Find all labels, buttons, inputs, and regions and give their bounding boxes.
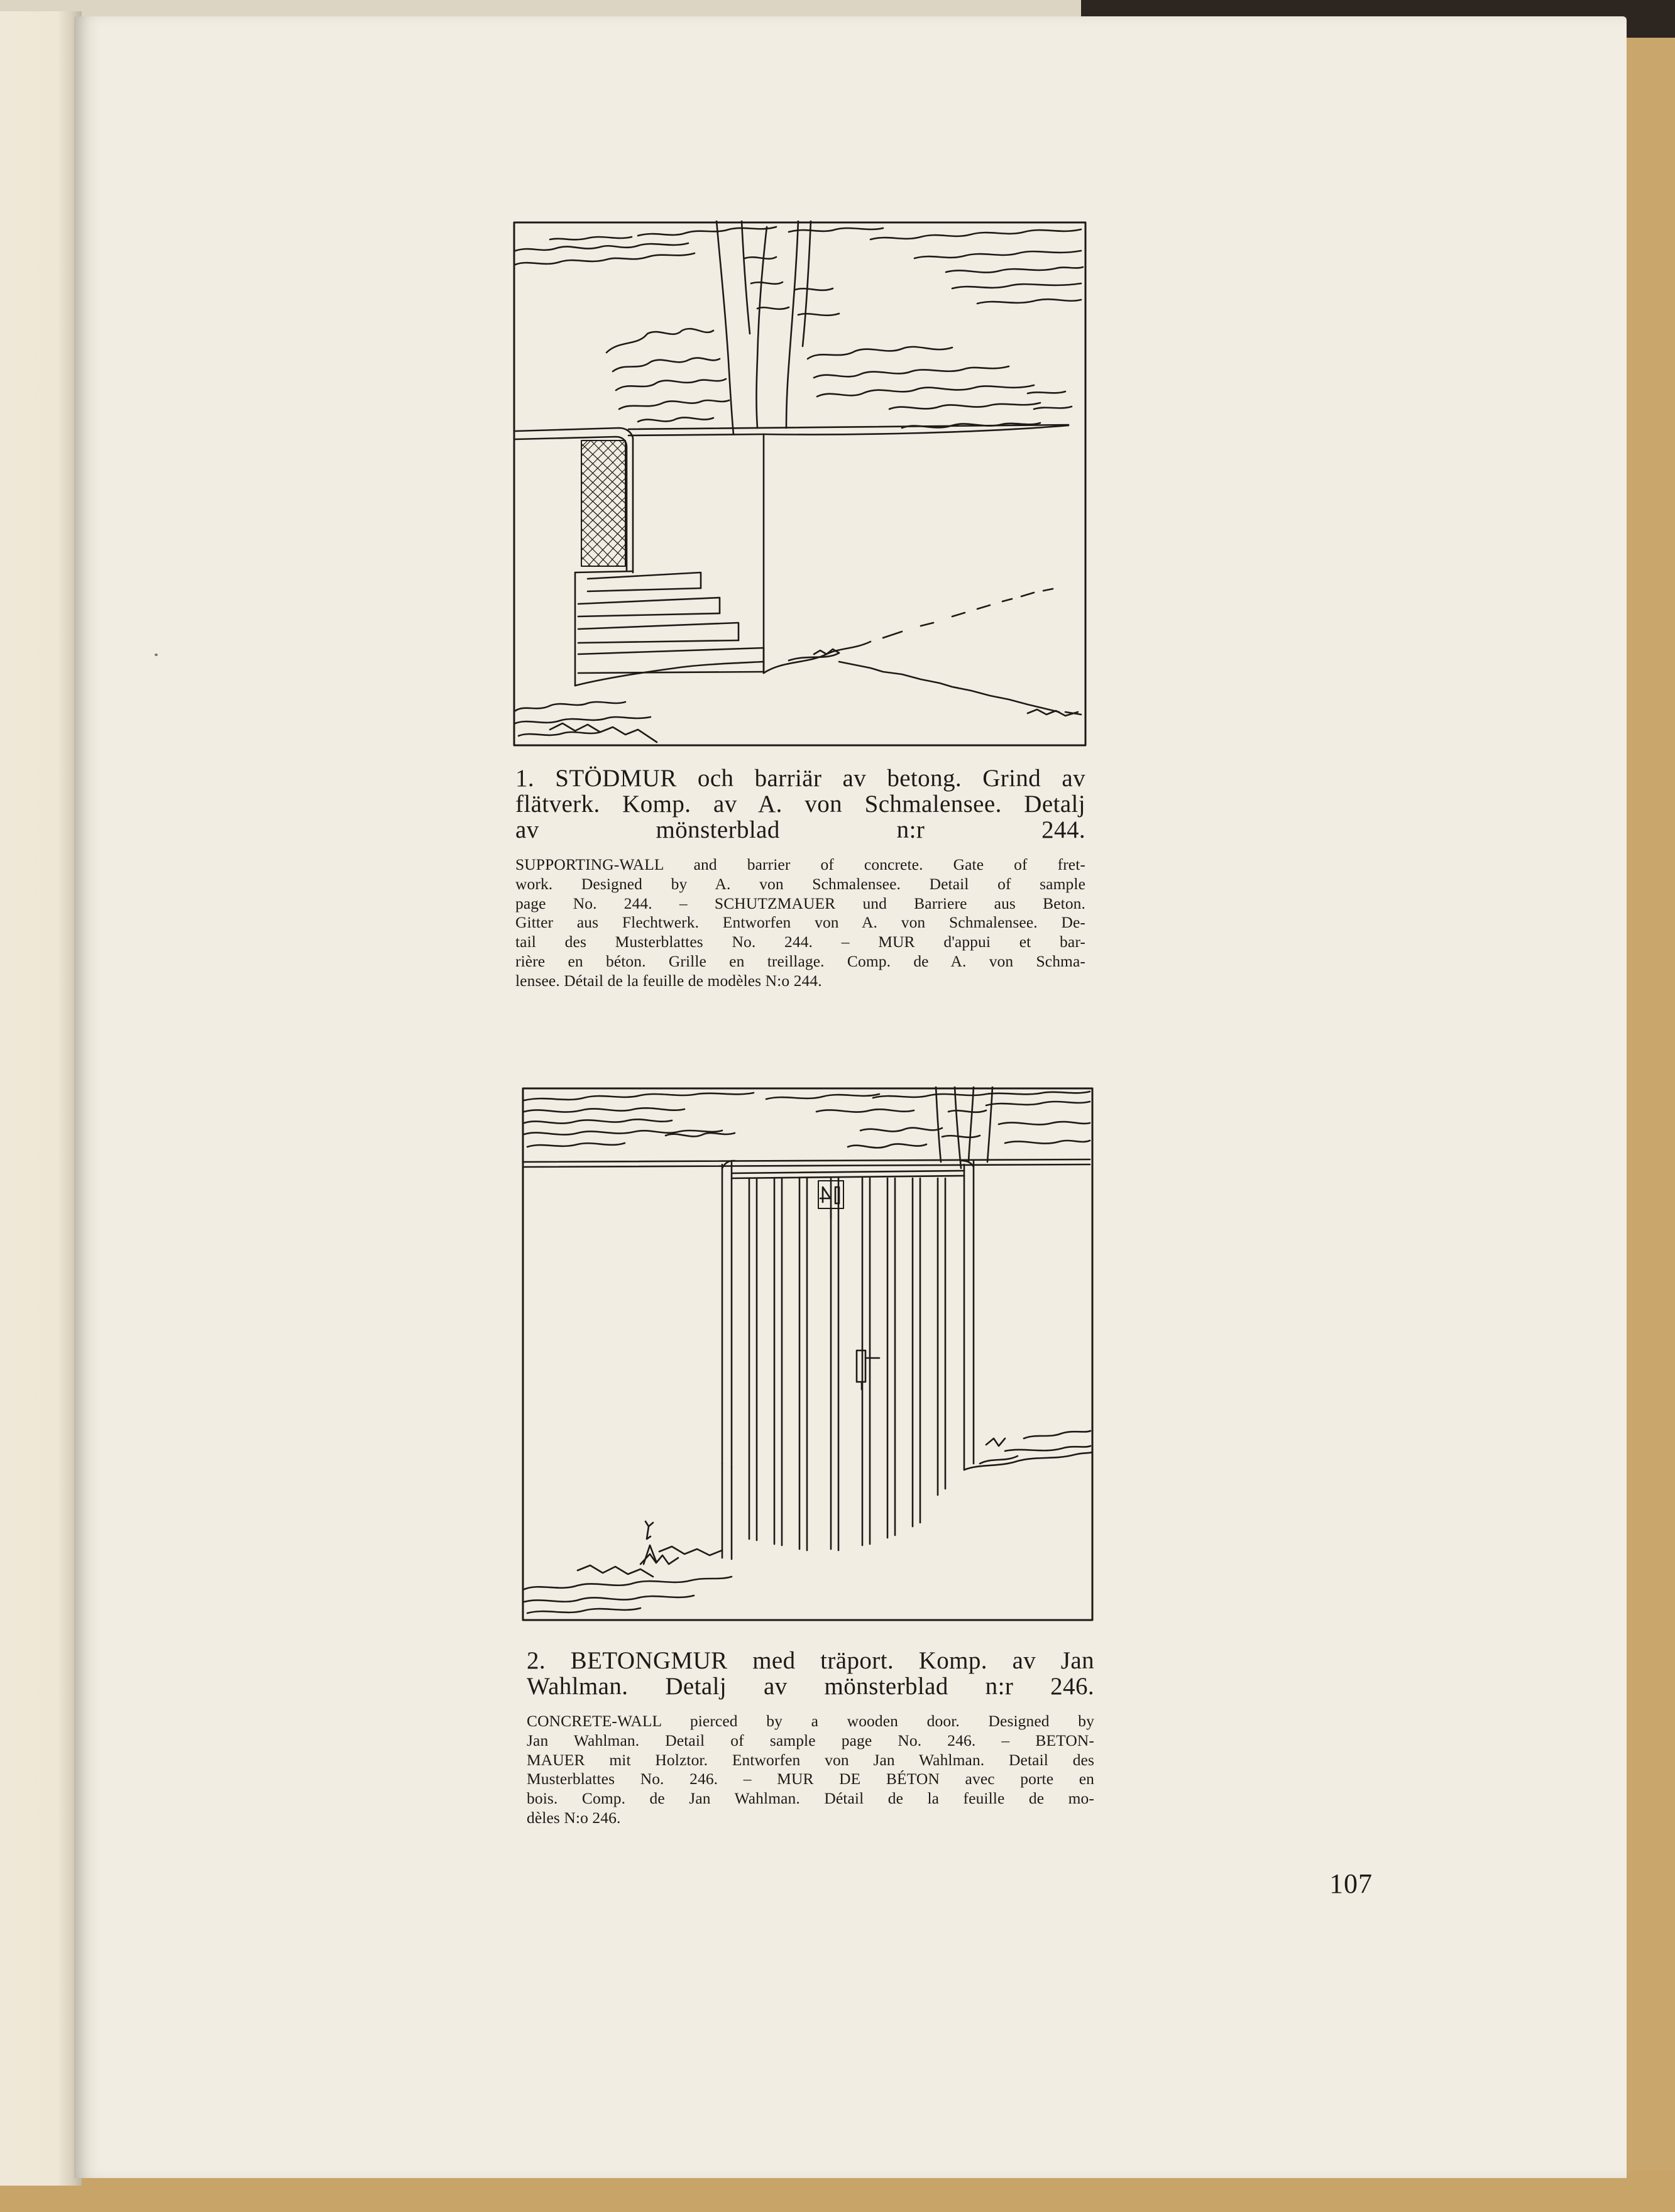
caption-line: av mönsterblad n:r 244. xyxy=(515,816,1085,843)
translation-line: work. Designed by A. von Schmalensee. Detail of sample xyxy=(515,874,1085,893)
translation-line: SUPPORTING-WALL and barrier of concrete. Gate of fret- xyxy=(515,855,1085,873)
caption-line: 1. STÖDMUR och barriär av betong. Grind av xyxy=(515,765,1085,792)
translation-line: MAUER mit Holztor. Entworfen von Jan Wahlman. Detail des xyxy=(527,1750,1094,1769)
translation-line: page No. 244. – SCHUTZMAUER und Barriere aus Beton. xyxy=(515,894,1085,912)
translation-line: Musterblattes No. 246. – MUR DE BÉTON avec porte en xyxy=(527,1770,1094,1788)
supporting-wall-illustration xyxy=(512,221,1087,747)
translation-line: tail des Musterblattes No. 244. – MUR d'appui et bar- xyxy=(515,933,1085,951)
paper-speck xyxy=(155,654,158,656)
figure-2-caption xyxy=(527,1648,1094,1828)
page-number: 107 xyxy=(1329,1868,1373,1899)
translation-line: bois. Comp. de Jan Wahlman. Détail de la feuille de mo- xyxy=(527,1789,1094,1808)
translation-line: Jan Wahlman. Detail of sample page No. 246. – BETON- xyxy=(527,1731,1094,1749)
translation-line: rière en béton. Grille en treillage. Comp. de A. von Schma- xyxy=(515,951,1085,970)
previous-page-edge xyxy=(0,11,82,2186)
translation-line: lensee. Détail de la feuille de modèles N:o 244. xyxy=(515,971,822,990)
concrete-wall-illustration xyxy=(521,1087,1094,1622)
figure-2-drawing xyxy=(521,1087,1094,1622)
caption-line: flätverk. Komp. av A. von Schmalensee. Detalj xyxy=(515,791,1085,818)
translation-line: dèles N:o 246. xyxy=(527,1808,621,1827)
figure-2-caption-main xyxy=(527,1648,1094,1699)
figure-1-drawing xyxy=(512,221,1087,747)
translation-line: Gitter aus Flechtwerk. Entworfen von A. von Schmalensee. De- xyxy=(515,913,1085,932)
figure-1-caption xyxy=(515,765,1085,991)
translation-line: CONCRETE-WALL pierced by a wooden door. Designed by xyxy=(527,1712,1094,1730)
caption-line: Wahlman. Detalj av mönsterblad n:r 246. xyxy=(527,1673,1094,1700)
figure-1-caption-main xyxy=(515,765,1085,843)
figure-2-caption-translation xyxy=(527,1712,1094,1828)
caption-line: 2. BETONGMUR med träport. Komp. av Jan xyxy=(527,1647,1094,1674)
figure-1-caption-translation xyxy=(515,855,1085,991)
